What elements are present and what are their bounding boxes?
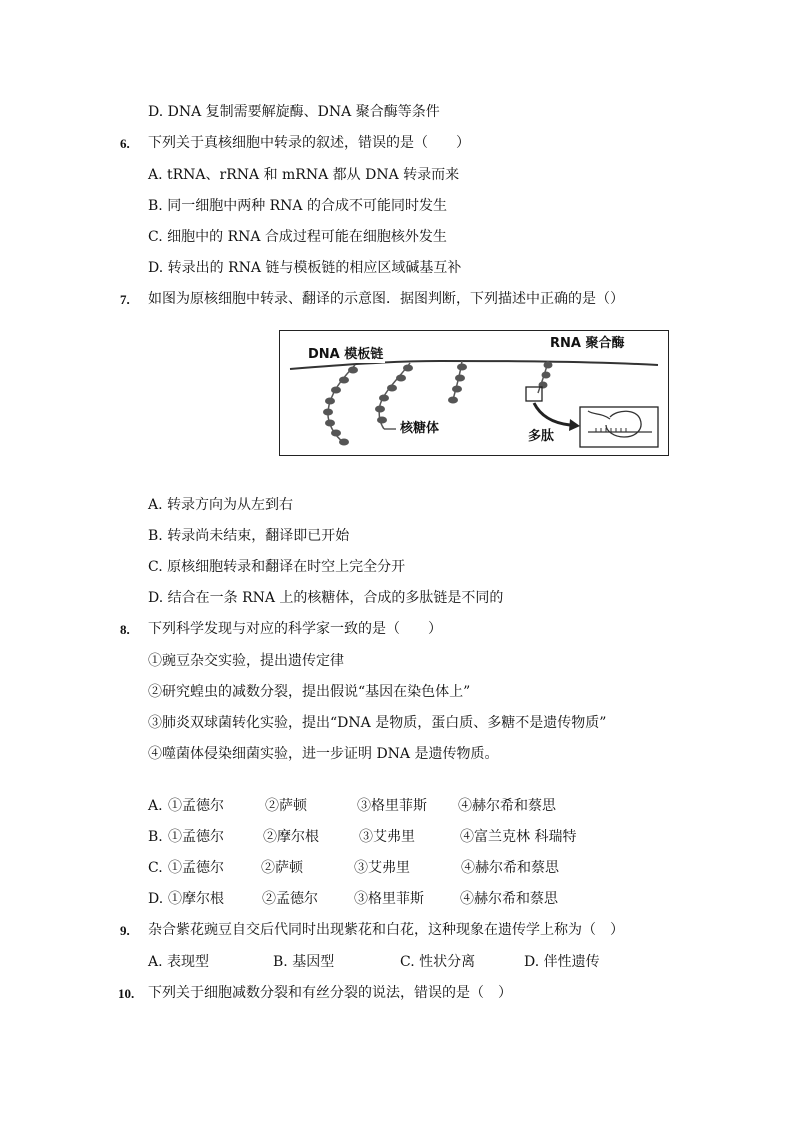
q8-option-c-part-4: ④赫尔希和蔡思 bbox=[461, 860, 559, 876]
q8-option-b-part-1: ①孟德尔 bbox=[168, 829, 224, 845]
q8-number: 8. bbox=[120, 622, 130, 637]
q8-option-c-letter: C. bbox=[148, 860, 163, 876]
q6-stem: 下列关于真核细胞中转录的叙述，错误的是（ ） bbox=[148, 135, 470, 151]
ribosome-group-4 bbox=[539, 362, 553, 389]
label-ribosome: 核糖体 bbox=[400, 421, 440, 436]
q8-option-c-part-2: ②萨顿 bbox=[261, 860, 303, 876]
transcription-translation-figure bbox=[279, 330, 669, 456]
label-peptide: 多肽 bbox=[528, 429, 555, 444]
label-rna-polymerase: RNA 聚合酶 bbox=[550, 336, 625, 351]
q9-stem: 杂合紫花豌豆自交后代同时出现紫花和白花，这种现象在遗传学上称为（ ） bbox=[148, 922, 624, 938]
q8-option-d-letter: D. bbox=[148, 891, 164, 907]
q7-stem: 如图为原核细胞中转录、翻译的示意图．据图判断，下列描述中正确的是（） bbox=[148, 291, 624, 307]
label-dna-template: DNA 模板链 bbox=[308, 347, 384, 362]
q8-item-3: ③肺炎双球菌转化实验，提出“DNA 是物质，蛋白质、多糖不是遗传物质” bbox=[148, 715, 607, 731]
q9-option-a: A. 表现型 bbox=[148, 954, 210, 970]
q8-option-a-part-2: ②萨顿 bbox=[265, 798, 307, 814]
q5-option-d: D. DNA 复制需要解旋酶、DNA 聚合酶等条件 bbox=[148, 104, 440, 120]
q8-option-c-part-3: ③艾弗里 bbox=[354, 860, 410, 876]
zoom-arrow bbox=[534, 403, 570, 425]
zoom-arrow-head bbox=[569, 419, 580, 431]
q8-item-2: ②研究蝗虫的减数分裂，提出假说“基因在染色体上” bbox=[148, 684, 471, 700]
q9-option-c: C. 性状分离 bbox=[400, 954, 476, 970]
q8-option-d-part-3: ③格里菲斯 bbox=[354, 891, 424, 907]
q8-option-d-part-4: ④赫尔希和蔡思 bbox=[460, 891, 558, 907]
q9-number: 9. bbox=[120, 923, 130, 938]
q8-item-4: ④噬菌体侵染细菌实验，进一步证明 DNA 是遗传物质。 bbox=[148, 746, 499, 762]
peptide-chain bbox=[588, 411, 610, 419]
q8-stem: 下列科学发现与对应的科学家一致的是（ ） bbox=[148, 621, 442, 637]
q7-number: 7. bbox=[120, 292, 130, 307]
q9-option-d: D. 伴性遗传 bbox=[524, 954, 600, 970]
q7-option-b: B. 转录尚未结束，翻译即已开始 bbox=[148, 528, 350, 544]
q6-option-a: A. tRNA、rRNA 和 mRNA 都从 DNA 转录而来 bbox=[148, 167, 460, 183]
q7-option-c: C. 原核细胞转录和翻译在时空上完全分开 bbox=[148, 559, 406, 575]
q8-option-a-part-3: ③格里菲斯 bbox=[357, 798, 427, 814]
q8-option-b-part-2: ②摩尔根 bbox=[263, 829, 319, 845]
q9-option-b: B. 基因型 bbox=[273, 954, 335, 970]
q6-option-b: B. 同一细胞中两种 RNA 的合成不可能同时发生 bbox=[148, 198, 447, 214]
q8-option-a-part-1: ①孟德尔 bbox=[168, 798, 224, 814]
q7-option-d: D. 结合在一条 RNA 上的核糖体，合成的多肽链是不同的 bbox=[148, 590, 504, 606]
ribosome-group-2 bbox=[375, 365, 413, 424]
q10-number: 10. bbox=[118, 986, 135, 1001]
q8-option-d-part-1: ①摩尔根 bbox=[168, 891, 224, 907]
q8-option-a-letter: A. bbox=[148, 798, 163, 814]
q6-number: 6. bbox=[120, 136, 130, 151]
q8-option-d-part-2: ②孟德尔 bbox=[262, 891, 318, 907]
codon-ticks bbox=[596, 428, 626, 432]
q7-option-a: A. 转录方向为从左到右 bbox=[148, 497, 294, 513]
q8-option-a-part-4: ④赫尔希和蔡思 bbox=[458, 798, 556, 814]
q10-stem: 下列关于细胞减数分裂和有丝分裂的说法，错误的是（ ） bbox=[148, 985, 512, 1001]
q8-option-b-letter: B. bbox=[148, 829, 163, 845]
q8-option-b-part-3: ③艾弗里 bbox=[359, 829, 415, 845]
q8-item-1: ①豌豆杂交实验，提出遗传定律 bbox=[148, 653, 344, 669]
q8-option-c-part-1: ①孟德尔 bbox=[168, 860, 224, 876]
q6-option-c: C. 细胞中的 RNA 合成过程可能在细胞核外发生 bbox=[148, 229, 447, 245]
ribosome-detail bbox=[606, 411, 641, 437]
q6-option-d: D. 转录出的 RNA 链与模板链的相应区域碱基互补 bbox=[148, 260, 462, 276]
q8-option-b-part-4: ④富兰克林 科瑞特 bbox=[460, 829, 577, 845]
